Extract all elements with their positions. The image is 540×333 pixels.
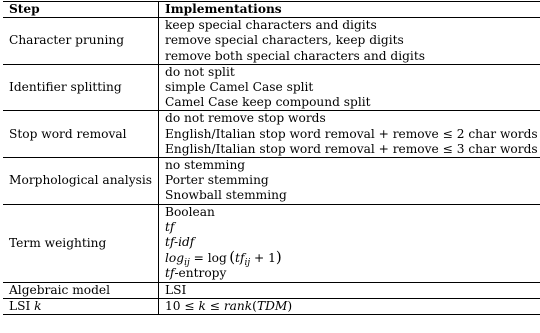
table-row	[3, 158, 540, 205]
impl-item: Boolean	[165, 204, 215, 219]
lsi-k-range: 10 ≤ k ≤ rank(TDM)	[165, 298, 293, 313]
impl-cell	[159, 298, 540, 314]
header-implementations: Implementations	[159, 2, 540, 18]
impl-item: English/Italian stop word removal + remove ≤ 2 char words	[165, 126, 538, 141]
step-cell: Algebraic model	[3, 282, 159, 298]
step-cell	[3, 298, 159, 314]
impl-item-formula	[165, 248, 538, 269]
table-row	[3, 282, 540, 298]
impl-item: simple Camel Case split	[165, 80, 314, 95]
impl-cell	[159, 18, 540, 65]
step-cell: Morphological analysis	[3, 158, 159, 205]
impl-cell	[159, 111, 540, 158]
lsi-k-label: LSI k	[9, 298, 42, 313]
table-row	[3, 111, 540, 158]
impl-item: English/Italian stop word removal + remove ≤ 3 char words	[165, 141, 538, 156]
impl-cell	[159, 204, 540, 282]
impl-item: do not remove stop words	[165, 111, 326, 126]
impl-cell	[159, 64, 540, 111]
impl-item: Porter stemming	[165, 173, 269, 188]
impl-item: keep special characters and digits	[165, 18, 377, 33]
table-row	[3, 18, 540, 65]
tf-part: tf	[165, 266, 175, 281]
header-step: Step	[3, 2, 159, 18]
table-header-row	[3, 2, 540, 18]
step-cell: Identifier splitting	[3, 64, 159, 111]
formula-text: $\log_{ij} = \log (tf_{ij} + 1)$	[165, 248, 282, 269]
impl-cell	[159, 282, 540, 298]
table-row	[3, 64, 540, 111]
impl-item: do not split	[165, 64, 235, 79]
step-cell: Term weighting	[3, 204, 159, 282]
implementations-table	[3, 1, 540, 315]
impl-item: tf	[165, 219, 175, 234]
step-cell: Character pruning	[3, 18, 159, 65]
table-row	[3, 298, 540, 314]
step-cell: Stop word removal	[3, 111, 159, 158]
impl-item: remove both special characters and digits	[165, 48, 425, 63]
impl-item: Camel Case keep compound split	[165, 95, 371, 110]
impl-item: remove special characters, keep digits	[165, 33, 404, 48]
impl-item: no stemming	[165, 158, 246, 173]
table-row	[3, 204, 540, 282]
impl-item: LSI	[165, 282, 187, 297]
impl-item: Snowball stemming	[165, 188, 287, 203]
impl-item	[165, 266, 538, 281]
entropy-part: -entropy	[174, 266, 227, 281]
impl-item: tf-idf	[165, 235, 195, 250]
impl-cell	[159, 158, 540, 205]
